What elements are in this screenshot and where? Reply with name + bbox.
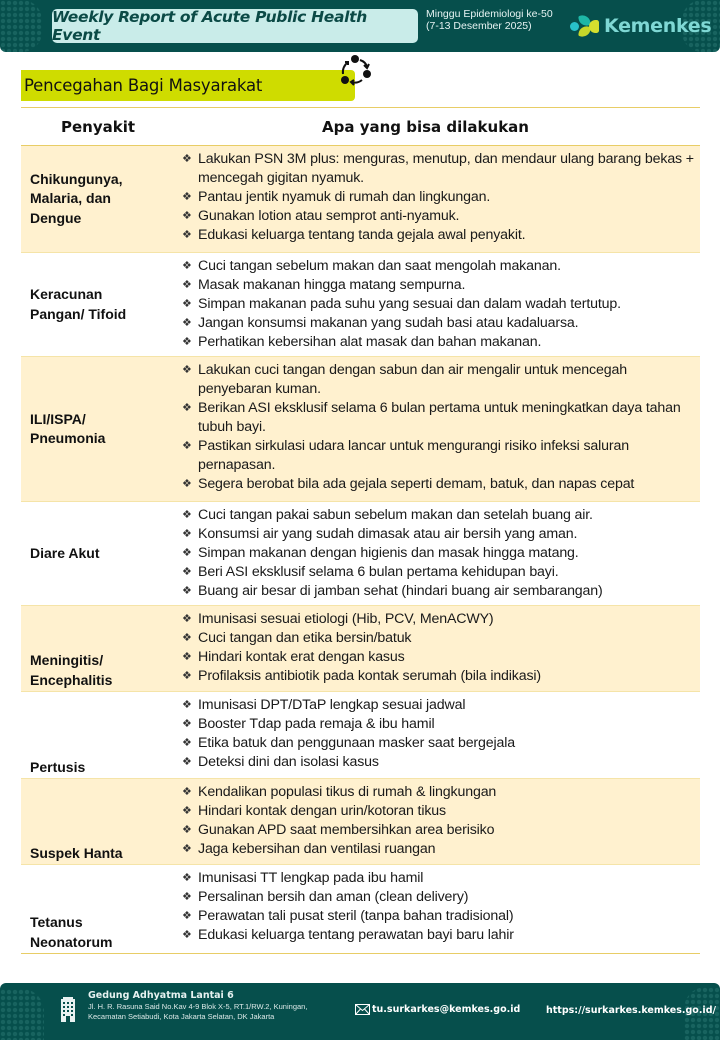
diamond-bullet-icon: ❖ [182, 891, 192, 903]
table-row-tetanus [21, 865, 700, 954]
batik-pattern-decoration [0, 0, 42, 52]
disease-name: Keracunan Pangan/ Tifoid [30, 286, 127, 322]
website-link[interactable]: https://surkarkes.kemkes.go.id/ [546, 1005, 716, 1016]
list-item: ❖ Cuci tangan dan etika bersin/batuk [182, 630, 412, 646]
column-header-penyakit: Penyakit [60, 117, 136, 136]
disease-name: Suspek Hanta [30, 844, 123, 861]
diamond-bullet-icon: ❖ [182, 670, 192, 682]
building-name: Gedung Adhyatma Lantai 6 [88, 990, 234, 1001]
list-item: ❖ Berikan ASI eksklusif selama 6 bulan pertama untuk meningkatkan daya tahan tubuh bayi. [182, 400, 681, 435]
list-item: ❖ Pastikan sirkulasi udara lancar untuk mengurangi risiko infeksi saluran pernapasan. [182, 438, 629, 473]
report-title: Weekly Report of Acute Public Health Event [52, 8, 368, 44]
report-header [0, 0, 720, 52]
epi-week-info [426, 8, 553, 32]
diamond-bullet-icon: ❖ [182, 632, 192, 644]
diamond-bullet-icon: ❖ [182, 317, 192, 329]
epi-week-dates: (7-13 Desember 2025) [426, 20, 532, 32]
diamond-bullet-icon: ❖ [182, 566, 192, 578]
table-row-keracunan [21, 253, 700, 357]
list-item: ❖ Lakukan cuci tangan dengan sabun dan air mengalir untuk mencegah penyebaran kuman. [182, 362, 627, 397]
list-item: ❖ Masak makanan hingga matang sempurna. [182, 277, 466, 293]
table-row-ili-ispa [21, 357, 700, 502]
prevention-table [21, 107, 700, 954]
list-item: ❖ Simpan makanan dengan higienis dan masak hingga matang. [182, 545, 579, 561]
diamond-bullet-icon: ❖ [182, 402, 192, 414]
list-item: ❖ Lakukan PSN 3M plus: menguras, menutup, dan mendaur ulang barang bekas + mencegah gigitan nyamuk. [182, 151, 694, 186]
list-item: ❖ Gunakan lotion atau semprot anti-nyamuk. [182, 208, 460, 224]
street-address: Jl. H. R. Rasuna Said No.Kav 4-9 Blok X-5, RT.1/RW.2, Kuningan, Kecamatan Setiabudi, Kota Jakarta Selatan, DK Jakarta [88, 1002, 308, 1021]
list-item: ❖ Jaga kebersihan dan ventilasi ruangan [182, 841, 436, 857]
list-item: ❖ Beri ASI eksklusif selama 6 bulan pertama kehidupan bayi. [182, 564, 559, 580]
section-title-banner [21, 70, 355, 101]
batik-pattern-decoration [0, 989, 44, 1040]
address-block [88, 990, 338, 1021]
diamond-bullet-icon: ❖ [182, 756, 192, 768]
list-item: ❖ Simpan makanan pada suhu yang sesuai dan dalam wadah tertutup. [182, 296, 621, 312]
action-list [181, 692, 700, 778]
disease-name: Diare Akut [30, 544, 100, 561]
list-item: ❖ Deteksi dini dan isolasi kasus [182, 754, 379, 770]
column-header-actions: Apa yang bisa dilakukan [322, 117, 529, 136]
diamond-bullet-icon: ❖ [182, 298, 192, 310]
disease-name: Pertusis [30, 758, 86, 775]
diamond-bullet-icon: ❖ [182, 528, 192, 540]
report-footer [0, 983, 720, 1040]
list-item: ❖ Buang air besar di jamban sehat (hindari buang air sembarangan) [182, 583, 603, 599]
list-item: ❖ Imunisasi sesuai etiologi (Hib, PCV, MenACWY) [182, 611, 494, 627]
kemenkes-brand [570, 12, 711, 40]
diamond-bullet-icon: ❖ [182, 613, 192, 625]
diamond-bullet-icon: ❖ [182, 153, 192, 165]
diamond-bullet-icon: ❖ [182, 872, 192, 884]
diamond-bullet-icon: ❖ [182, 699, 192, 711]
cycle-arrows-icon [336, 53, 374, 89]
diamond-bullet-icon: ❖ [182, 651, 192, 663]
diamond-bullet-icon: ❖ [182, 718, 192, 730]
list-item: ❖ Cuci tangan sebelum makan dan saat mengolah makanan. [182, 258, 561, 274]
action-list [181, 606, 700, 691]
diamond-bullet-icon: ❖ [182, 547, 192, 559]
list-item: ❖ Imunisasi TT lengkap pada ibu hamil [182, 870, 424, 886]
kemenkes-logo-icon [570, 12, 600, 40]
diamond-bullet-icon: ❖ [182, 336, 192, 348]
diamond-bullet-icon: ❖ [182, 737, 192, 749]
diamond-bullet-icon: ❖ [182, 824, 192, 836]
diamond-bullet-icon: ❖ [182, 229, 192, 241]
list-item: ❖ Hindari kontak erat dengan kasus [182, 649, 405, 665]
brand-name: Kemenkes [604, 15, 712, 37]
table-row-diare [21, 502, 700, 606]
action-list [181, 146, 700, 252]
diamond-bullet-icon: ❖ [182, 478, 192, 490]
section-title: Pencegahan Bagi Masyarakat [24, 76, 263, 95]
disease-name: Tetanus Neonatorum [30, 914, 113, 950]
building-icon [60, 996, 76, 1022]
list-item: ❖ Persalinan bersih dan aman (clean delivery) [182, 889, 469, 905]
list-item: ❖ Jangan konsumsi makanan yang sudah basi atau kadaluarsa. [182, 315, 579, 331]
list-item: ❖ Kendalikan populasi tikus di rumah & lingkungan [182, 784, 497, 800]
list-item: ❖ Gunakan APD saat membersihkan area berisiko [182, 822, 495, 838]
disease-name: ILI/ISPA/ Pneumonia [30, 410, 106, 446]
diamond-bullet-icon: ❖ [182, 805, 192, 817]
action-list [181, 865, 700, 953]
list-item: ❖ Edukasi keluarga tentang perawatan bayi baru lahir [182, 927, 514, 943]
disease-name: Chikungunya, Malaria, dan Dengue [30, 170, 123, 226]
diamond-bullet-icon: ❖ [182, 786, 192, 798]
action-list [181, 253, 700, 356]
action-list [181, 357, 700, 501]
table-row-hanta [21, 779, 700, 865]
table-row-pertusis [21, 692, 700, 779]
list-item: ❖ Segera berobat bila ada gejala seperti demam, batuk, dan napas cepat [182, 476, 635, 492]
list-item: ❖ Profilaksis antibiotik pada kontak serumah (bila indikasi) [182, 668, 542, 684]
list-item: ❖ Konsumsi air yang sudah dimasak atau air bersih yang aman. [182, 526, 578, 542]
diamond-bullet-icon: ❖ [182, 509, 192, 521]
diamond-bullet-icon: ❖ [182, 585, 192, 597]
diamond-bullet-icon: ❖ [182, 191, 192, 203]
action-list [181, 502, 700, 605]
list-item: ❖ Cuci tangan pakai sabun sebelum makan dan setelah buang air. [182, 507, 593, 523]
disease-name: Meningitis/ Encephalitis [30, 652, 113, 688]
diamond-bullet-icon: ❖ [182, 929, 192, 941]
action-list [181, 779, 700, 864]
diamond-bullet-icon: ❖ [182, 843, 192, 855]
diamond-bullet-icon: ❖ [182, 440, 192, 452]
diamond-bullet-icon: ❖ [182, 910, 192, 922]
list-item: ❖ Perhatikan kebersihan alat masak dan bahan makanan. [182, 334, 542, 350]
diamond-bullet-icon: ❖ [182, 210, 192, 222]
table-row-meningitis [21, 606, 700, 692]
diamond-bullet-icon: ❖ [182, 279, 192, 291]
list-item: ❖ Hindari kontak dengan urin/kotoran tikus [182, 803, 446, 819]
diamond-bullet-icon: ❖ [182, 364, 192, 376]
list-item: ❖ Pantau jentik nyamuk di rumah dan lingkungan. [182, 189, 491, 205]
email-contact[interactable] [355, 1004, 520, 1015]
mail-icon [355, 1004, 370, 1015]
list-item: ❖ Perawatan tali pusat steril (tanpa bahan tradisional) [182, 908, 514, 924]
table-header [21, 107, 700, 146]
table-row-chikungunya [21, 146, 700, 253]
diamond-bullet-icon: ❖ [182, 260, 192, 272]
report-title-box [52, 9, 418, 43]
list-item: ❖ Etika batuk dan penggunaan masker saat bergejala [182, 735, 515, 751]
list-item: ❖ Edukasi keluarga tentang tanda gejala awal penyakit. [182, 227, 526, 243]
list-item: ❖ Booster Tdap pada remaja & ibu hamil [182, 716, 435, 732]
epi-week-number: Minggu Epidemiologi ke-50 [426, 8, 553, 20]
list-item: ❖ Imunisasi DPT/DTaP lengkap sesuai jadwal [182, 697, 466, 713]
email-link[interactable]: tu.surkarkes@kemkes.go.id [372, 1004, 521, 1015]
